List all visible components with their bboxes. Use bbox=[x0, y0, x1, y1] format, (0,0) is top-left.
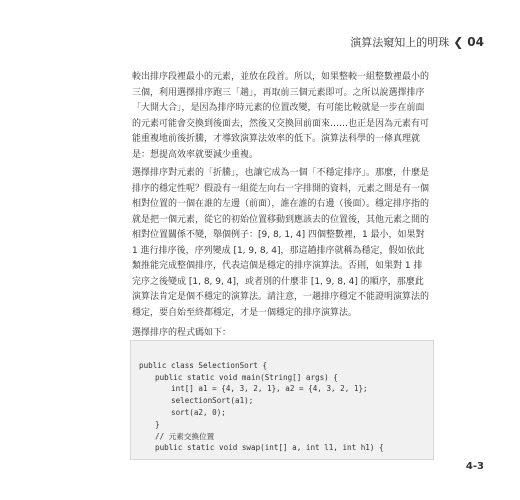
code-block bbox=[130, 340, 434, 460]
code-line: public class SelectionSort { bbox=[139, 360, 268, 370]
page-number: 4-3 bbox=[465, 461, 484, 472]
paragraph-3: 選擇排序的程式碼如下： bbox=[132, 328, 232, 338]
code-line: sort(a2, 0); bbox=[171, 407, 226, 417]
code-line: } bbox=[155, 419, 160, 429]
paragraph-2: 選擇排序對元素的「折騰」，也讓它成為一個「不穩定排序」。那麼，什麼是排序的穩定性呢？假設有一組從左向右一字排開的資料，元素之間是有一個相對位置的一個在誰的左邊（前面），誰在誰的右邊（後面）。穩定排序指的就是把一個元素，從它的初始位置移動到應該去的位置後，其他元素之間的相對位置關係不變，舉個例子：[9, 8, 1, 4] 四個整數裡，1 最小，如果對 1 進行排序後，序列變成 [1, 9, 8, 4]，那這趟排序就稱為穩定，假如依此類推能完成整個排序，代表這個是穩定的排序演算法。否則，如果對 1 排完序之後變成 [1, 8, 9, 4]，或者別的什麼非 [1, 9, 8, 4] 的順序，那麼此演算法肯定是個不穩定的演算法。請注意，一趟排序穩定不能證明演算法的穩定，要自始至終都穩定，才是一個穩定的排序演算法。 bbox=[132, 168, 430, 318]
code-line: public static void main(String[] args) { bbox=[155, 372, 338, 382]
code-line: selectionSort(a1); bbox=[171, 396, 254, 406]
header-title: 演算法窺知上的明珠 bbox=[350, 36, 450, 49]
code-line: public static void swap(int[] a, int l1, int h1) { bbox=[155, 443, 384, 453]
paragraph-1: 較出排序段裡最小的元素，並放在段首。所以，如果整較一組整數裡最小的三個，利用選擇排序跑三「趟」，再取前三個元素即可。之所以說選擇排序「大開大合」，是因為排序時元素的位置改變，有可能比較就是一步在前面的元素可能會交換到後面去，然後又交換回前面來……也正是因為元素有可能重複地前後折騰，才導致演算法效率的低下。演算法科學的一條真理就是：想提高效率就要減少重複。 bbox=[132, 72, 430, 160]
running-header bbox=[350, 34, 484, 50]
code-line: int[] a1 = {4, 3, 2, 1}, a2 = {4, 3, 2, 1}; bbox=[171, 384, 368, 394]
chapter-number: 04 bbox=[467, 35, 484, 49]
chevron-left-icon: ❮ bbox=[453, 35, 464, 49]
code-line: // 元素交換位置 bbox=[155, 431, 215, 441]
